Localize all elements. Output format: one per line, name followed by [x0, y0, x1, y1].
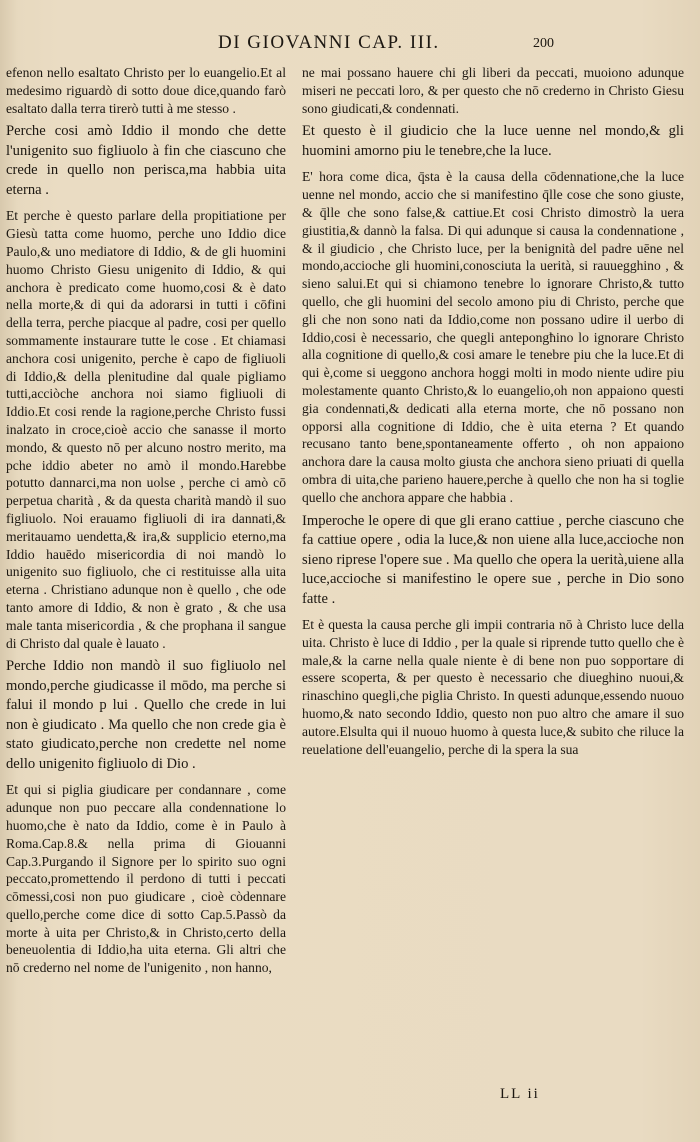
paragraph: Et qui si piglia giudicare per condannare , come adunque non puo peccare alla condennatione lo huomo,che è nato da Iddio, come è in Paulo à Roma.Cap.8.& nella prima di Giouanni Cap.3.Purgando il Signore per lo spirito suo ogni peccato,promettendo il perdono di tutti i peccati cōmessi,cosi non puo giudicare , cioè còdennare quello,perche come dice di sotto Cap.5.Passò da morte à uita per Christo,& in Christo,certo della beneuolentia di Iddio,ha uita eterna. Gli altri che nō crederno nel nome de l'unigenito , non hanno, [6, 782, 286, 976]
right-column [302, 64, 684, 763]
page-header [0, 30, 700, 60]
scripture-verse: Perche cosi amò Iddio il mondo che dette l'unigenito suo figliuolo à fin che ciascuno che crede in quello non perisca,ma habbia uita eterna . [6, 123, 286, 198]
scripture-verse: Perche Iddio non mandò il suo figliuolo nel mondo,perche giudicasse il mōdo, ma perche si falui il mondo p lui . Quello che crede in lui non è giudicato . Ma quello che non crede gia è stato giudicato,perche non credette nel nome dello unigenito figliuolo di Dio . [6, 658, 286, 772]
paragraph: Et è questa la causa perche gli impii contraria nō à Christo luce della uita. Christo è luce di Iddio , per la quale si riprende tutto quello che è male,& la carne nella quale niente è di bene non puo sopportare di essere scoperta, & per questo è necessario che diueghino nuoui,& rinaschino quegli,che piglia Christo. In questi adunque,essendo nuouo huomo,& nato secondo Iddio, questo non puo altro che amare il suo autore.Elsulta qui il nuouo huomo à questa luce,& subito che riluce la reuelatione dell'euangelio, perche di la spera la sua [302, 617, 684, 757]
scripture-verse: Et questo è il giudicio che la luce uenne nel mondo,& gli huomini amorno piu le tenebre,che la luce. [302, 123, 684, 159]
scripture-verse: Imperoche le opere di que gli erano cattiue , perche ciascuno che fa cattiue opere , odia la luce,& non uiene alla luce,accioche non sieno riprese l'opere sue . Ma quello che opera la uerità,uiene alla luce,accioche si manifestino le opere sue , perche in Dio sono fatte . [302, 512, 684, 607]
folio-number: 200 [533, 36, 554, 51]
left-column [6, 64, 286, 982]
paragraph: ne mai possano hauere chi gli liberi da peccati, muoiono adunque miseri ne peccati loro, & per questo che nō crederno in Christo Giesu sono giudicati,& condennati. [302, 65, 684, 116]
paragraph: E' hora come dica, q̄sta è la causa della cōdennatione,che la luce uenne nel mondo, accio che si manifestino q̄lle cose che sono giuste, & q̄lle che sono false,& cattiue.Et cosi Christo dimostrò la uera giustitia,& dannò la falsa. Di qui adunque si causa la condennatione , & il giudicio , che Christo luce, per la benignità del padre uēne nel mondo,accioche gli huomini,conosciuta la uerità, si rauuegghino , & sieno salui.Et qui si chiamono tenebre lo ignorare Christo,& tutto quello, che gli huomini del secolo amono piu di Christo, perche que gli che non sono nati da Iddio,come non possano udire il uerbo di Iddio,cosi è necessario, che quegli antepongħino lo ignorare Christo alla cognitione di quello,& cosi amare le tenebre piu che la luce.Et di qui è,come si ueggono anchora hoggi molti in modo niente udire piu molestamente quanto Christo,& lo euangelio,oh non appaiono questi gia condennati,& dedicati alla eterna morte, che nō possano non opporsi alla cognitione di Iddio, che è uita eterna ? Et quando recusano tanto bene,spontaneamente offerto , oh non appaiono anchora dare la causa molto giusta che anchora sieno priuati di quella ombra di uita,che parieno hauere,perche à quello che non ha si toglie quello che anchora appare che habbia . [302, 169, 684, 505]
signature-mark: LL ii [500, 1086, 540, 1102]
paragraph: Et perche è questo parlare della propitiatione per Giesù tatta come huomo, perche uno Iddio dice Paulo,& uno mediatore di Iddio, & de gli huomini huomo Christo Giesu unigenito di Iddio, & qui anchora è predicato come huomo,cosi & è dato nella morte,& di qui da adorarsi in tutti i cōfini della terra, perche piacque al padre, cosi per quello sommamente instaurare tutte le cose . Et chiamasi anchora cosi unigenito, perche è capo de figliuoli di Iddio,& della plenitudine dal quale pigliamo tutti,acciòche anchora noi siamo figliuoli di Iddio.Et cosi rende la ragione,perche Christo fussi inalzato in croce,cioè accio che sanasse il morto mondo, & questo nō per alcuno nostro merito, ma pche iddio abeter no amò il mondo.Harebbe potutto dannarci,ma non uolse , perche ci amò cō perpetua charità , & da questa charità mandò il suo figliuolo. Noi erauamo figliuoli di ira dannati,& meritauamo uendetta,& ira,& supplicio eterno,ma Iddio hauēdo misericordia di noi mandò lo unigenito suo figliuolo, che ci restituisse alla uita eterna . Christiano adunque non è quello , che ode tanto amore di Iddio, & non è grato , & che usa male tanta misericordia , & che prophana il sangue di Christo dal quale è lauato . [6, 208, 286, 651]
running-head: DI GIOVANNI CAP. III. [218, 32, 440, 53]
paragraph: efenon nello esaltato Christo per lo euangelio.Et al medesimo riguardò di sotto doue dice,quando farò esaltato dalla terra tirerò tutti à me stesso . [6, 65, 286, 116]
